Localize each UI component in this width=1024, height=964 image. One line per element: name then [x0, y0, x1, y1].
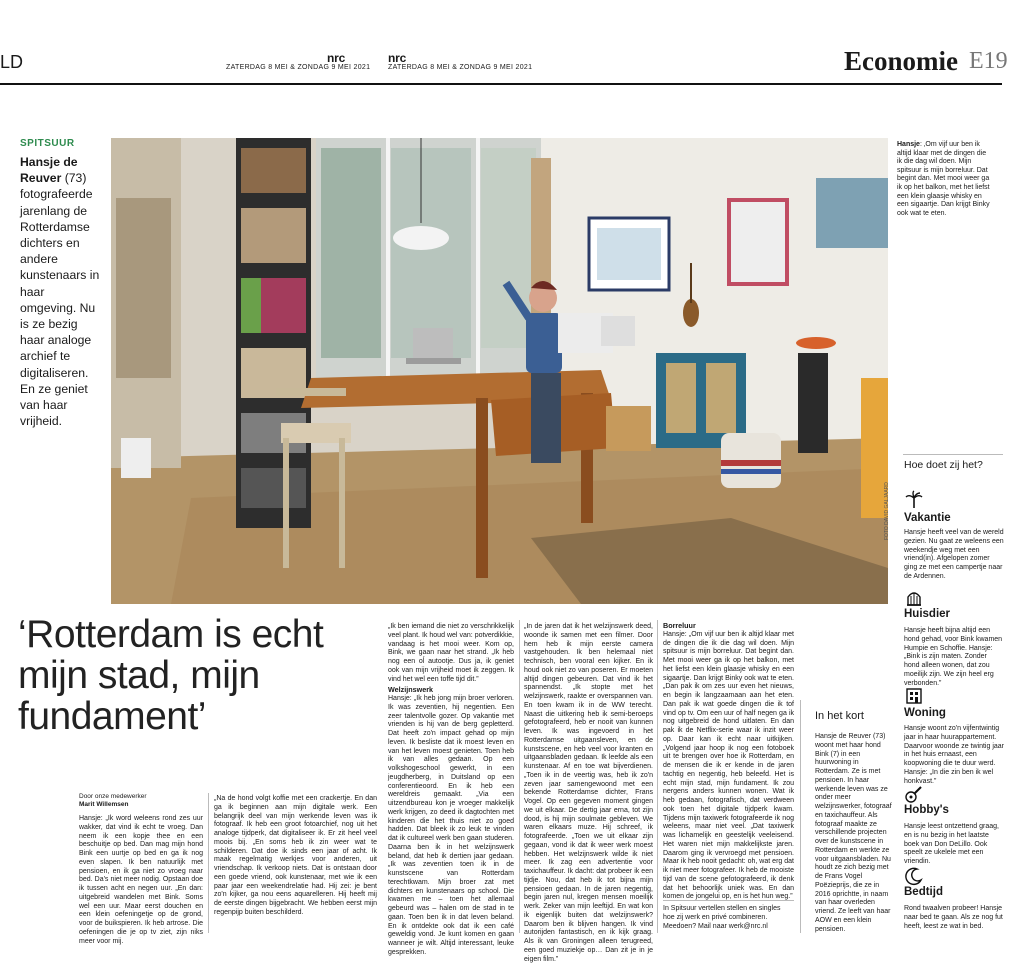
masthead-left: nrc [327, 51, 346, 65]
intro-age: (73) [61, 171, 87, 186]
sidebar-question: Hoe doet zij het? [904, 459, 983, 471]
column-1 [79, 815, 203, 945]
column-2-text: „Na de hond volgt koffie met een crackertje. En dan ga ik beginnen aan mijn digitale werk. Een belangrijk deel van mijn werkende leven was ik fotograaf. Ik heb een groot fotoarchief, nog uit het analoge tijdperk, dat digitaliseer ik. Er zit heel veel moois bij. „En soms heb ik zin weer wat te schilderen. Dat doe ik sinds een jaar of acht. Ik maak regelmatig werkjes voor anderen, uit vriendschap. Ik verkoop niets. Dat is ontstaan door een goede vriend, ook kunstenaar, met wie ik een paar jaar een weekendrelatie had. Hij zei: je bent zo'n kijker, ga nou eens aquarelleren. Hij heeft mij de eerste dingen bijgebracht. We hebben eerst mijn regenpijp buiten beschilderd. [214, 795, 377, 916]
sidebar-text-huisdier: Hansje heeft bijna altijd een hond gehad, voor Bink kwamen Humpie en Schoffie. Hansje: „Bink is zijn maten. Zonder hond alleen wonen, dat zou moeilijk zijn. We zijn heel erg verbonden.” [904, 627, 1003, 687]
footer-note [663, 905, 794, 935]
column-divider [657, 620, 658, 933]
sidebar-text-hobbys: Hansje leest ontzettend graag, en is nu bezig in het laatste boek van Don DeLillo. Ook speelt ze ukelele met een vriendin. [904, 823, 999, 865]
sidebar-title-vakantie: Vakantie [904, 512, 951, 524]
intro-text [20, 154, 100, 429]
column-divider [519, 620, 520, 933]
date-left: ZATERDAG 8 MEI & ZONDAG 9 MEI 2021 [226, 64, 371, 71]
palm-tree-icon [904, 490, 924, 510]
sidebar-title-bedtijd: Bedtijd [904, 886, 943, 898]
column-5 [663, 621, 794, 901]
ukulele-icon [904, 784, 924, 804]
caption-name: Hansje [897, 141, 920, 148]
kort-title: In het kort [815, 710, 864, 722]
column-5-text: Hansje: „Om vijf uur ben ik altijd klaar met de dingen die ik die dag wil doen. Mijn spitsuur is mijn borreluur. Dat begint dan. Met mooi weer ga ik op het balkon, met het liefst een klein glaasje whisky en een sigaartje. Dan krijgt Binky ook wat te eten. „Dan pak ik om zes uur even het nieuws, en begin ik langzaamaan aan het eten. Dan pak ik wat goede dingen die ik tof vind op tv. Om een uur of half negen ga ik nog uitgebreid de hond uitlaten. En dan pak ik de Netflix-serie waar ik inzit weer op. Daar kan ik echt naar uitkijken. „Volgend jaar hoop ik nog een fotoboek uit te brengen over hoe ik Rotterdam, en de mensen die ik er kende in de jaren tachtig en negentig, heb beleefd. Het is echt mijn stad, mijn fundament. Ik zou nergens anders kunnen wonen. Wat ik heb gedaan, fotografisch, dat verdween ook toen het digitale tijdperk kwam. Tijdens mijn taxiwerk fotografeerde ik nog weleens, maar niet veel. „Dat taxiwerk was lichamelijk en geestelijk veeleisend. Het waren niet mijn makkelijkste jaren. Daarom ging ik vervroegd met pensioen. Maar ik heb nooit gedacht: oh, wat erg dat ik niet meer fotografeer. Ik heb de mooiste tijd van de scene gefotografeerd, ik denk dat het behoorlijk uniek was. En dan komen de jongelui op, en is het hun weg.” [663, 630, 794, 901]
kicker: SPITSUUR [20, 138, 75, 149]
column-3-text-b: Hansje: „Ik heb jong mijn broer verloren. Ik was zeventien, hij negentien. Een zeer talentvolle gozer. Op vakantie met vrienden is hij van de berg gepletterd. Dat heeft zo'n impact gehad op mijn leven. Ik besliste dat ik moest leven en van het leven moest genieten. Toen heb ik van alles gedaan. Op een volkshogeschool gewerkt, in een jeugdherberg, in Duitsland op een conferentieoord. En ik heb een wereldreis gemaakt. „Via een uitzendbureau kon je vroeger makkelijk werk krijgen, zo deed ik dagtochten met kinderen die het thuis niet zo goed hadden. Dat bleek ik zo leuk te vinden dat ik cultureel werk ben gaan studeren. Daarna ben ik in het welzijnswerk beland, dat heb ik dertien jaar gedaan. „Ik was zeventien toen ik in de kunstscene van Rotterdam terechtkwam. Mijn broer zat met dichters en kunstenaars op school. Die kwamen me – toen het allemaal gebeurd was – halen om de stad in te gaan. Toen ben ik in dat leven beland. En ik ontdekte ook dat ik een café geweldig vond. Je kunt komen en gaan wanneer je wilt. Altijd interessant, leuke gesprekken. [388, 695, 514, 956]
caption-text: : ‚Om vijf uur ben ik altijd klaar met de dingen die ik die dag wil doen. Mijn spitsuur is mijn borreluur. Dat begint dan. Met mooi weer ga ik op het balkon, met het liefst een klein glaasje whisky en een sigaartje. Dan krijgt Binky ook wat te eten. [897, 141, 990, 217]
sidebar-text-vakantie: Hansje heeft veel van de wereld gezien. Nu gaat ze weleens een weekendje weg met een vriend(in). Afgelopen zomer ging ze met een campertje naar de Ardennen. [904, 529, 1004, 580]
footer-rule [663, 900, 794, 901]
column-divider [800, 700, 801, 933]
masthead-right: nrc [388, 51, 407, 65]
date-right: ZATERDAG 8 MEI & ZONDAG 9 MEI 2021 [388, 64, 533, 71]
subhead-welzijnswerk: Welzijnswerk [388, 685, 434, 695]
moon-icon [904, 866, 924, 886]
column-2 [214, 795, 377, 933]
page-number: E19 [969, 48, 1008, 74]
house-icon [904, 686, 924, 706]
sidebar-rule [903, 454, 1003, 455]
column-4 [524, 623, 653, 963]
sidebar-title-huisdier: Huisdier [904, 608, 951, 620]
headline: ‘Rotterdam is echt mijn stad, mijn fundament’ [18, 613, 324, 738]
column-divider [208, 793, 209, 933]
sidebar-text-woning: Hansje woont zo'n vijfentwintig jaar in haar huurappartement. Daarvoor woonde ze twintig jaar in het huis ernaast, een koopwoning die te duur werd. Hansje: „In die zin ben ik wel honkvast.” [904, 725, 1004, 785]
sidebar-text-bedtijd: Rond twaalven probeer! Hansje naar bed te gaan. Als ze nog fut heeft, leest ze wat in bed. [904, 905, 1003, 930]
section-title: Economie [844, 46, 958, 76]
byline-label: Door onze medewerker [79, 793, 147, 800]
photo-credit: FOTO DAVID GALJAARD [884, 482, 890, 540]
photo-caption [897, 141, 993, 218]
main-photo [111, 138, 888, 604]
column-1-text: Hansje: „Ik word weleens rond zes uur wakker, dat vind ik echt te vroeg. Dan neem ik een kopje thee en een beschuitje op bed. Dan mag mijn hond Bink een uurtje op bed en ga ik nog even slapen. Ik ben natuurlijk met pensioen, en ik ga niet zo vroeg naar bed. Da's niet meer nodig. Opstaan doe ik tussen acht en negen uur. „En dan: uitgebreid wandelen met Bink. Soms wel een uur. Maar eerst douchen en een klein oefeningetje op de grond, voor de buikspieren. Ik heb artrose. Die oefeningen die je op tv ziet, zijn niks meer voor mij. [79, 815, 203, 945]
footer-note-text: In Spitsuur vertellen stellen en singles hoe zij werk en privé combineren. Meedoen? Mail naar werk@nrc.nl [663, 905, 781, 930]
intro-body: fotografeerde jarenlang de Rotterdamse dichters en andere kunstenaars in haar omgeving. Nu is ze bezig haar analoge archief te digitaliseren. En ze geniet van haar vrijheid. [20, 187, 100, 429]
byline [79, 793, 147, 809]
sidebar-title-woning: Woning [904, 707, 946, 719]
byline-author: Marit Willemsen [79, 801, 129, 808]
kort-text: Hansje de Reuver (73) woont met haar hond Bink (7) in een huurwoning in Rotterdam. Ze is met pensioen. In haar werkende leven was ze onder meer welzijnswerker, fotograaf en taxichauffeur. Als fotograaf maakte ze verschillende projecten over de kunstscene in Rotterdam en werkte ze voor uitgaansbladen. Nu houdt ze zich bezig met de Frans Vogel Poëzieprijs, die ze in 2016 oprichtte, in naam van haar overleden vriend. Ze leeft van haar AOW en een klein pensioen. [815, 733, 892, 933]
column-4-text: „In de jaren dat ik het welzijnswerk deed, woonde ik samen met een filmer. Door hem heb ik mijn eerste camera vastgehouden. Ik ben helemaal niet technisch, ben vooral een kijker. En ik houd ook niet zo van poseren. Er moeten altijd dingen gebeuren. Dat vind ik het spannendst. „Ik stopte met het welzijnswerk, raakte er overspannen van. En toen kwam ik in de WW terecht. Naast die uitkering heb ik semi-beroeps gefotografeerd, heb er nooit van kunnen leven. Ik was ingevoerd in het Rotterdamse uitgaansleven, en de kunstscene, en heb veel voor kranten en uitgaansbladen gedaan. Ik leefde als een kunstenaar. Af en toe wat bijverdienen. „Toen ik in de veertig was, heb ik zo'n zeven jaar samengewoond met een bekende Rotterdamse dichter, Frans Vogel. Op een gegeven moment gingen we uit elkaar. De dertig jaar erna, tot zijn dood, is hij mijn soulmate gebleven. We waren elkaars muze. Hij schreef, ik fotografeerde. „Toen we uit elkaar zijn gegaan, vond ik dat ik weer werk moest hebben. Het welzijnswerk wilde ik niet meer. Ik zag een advertentie voor taxichauffeur. Ik dacht: dat probeer ik een tijdje. Nou, dat heb ik tot bijna mijn pensioen gedaan. In de jaren negentig, begin jaren nul, kregen mensen moeilijk werk. Zeker van mijn leeftijd. En wat kon ik eigenlijk buiten dat welzijnswerk? Daarom ben ik blijven hangen. Ik vind autorijden fantastisch, en ik kijk graag. Als ik van Groningen alleen terugreed, een goed muziekje op… Dan zit je in je eigen film.” [524, 623, 653, 963]
photo-illustration [111, 138, 888, 604]
sidebar-title-hobbys: Hobby's [904, 804, 949, 816]
column-3-text-a: „Ik ben iemand die niet zo verschrikkelijk veel plant. Ik houd wel van: potverdikkie, vandaag is het mooi weer. Kom op, Bink, we gaan naar het strand. „Ik heb nog een oĺ autootje. Dus ja, ik geniet ook van mijn vrijheid moet ik zeggen. Ik vind het wel een toffe tijd dit.” [388, 623, 514, 683]
column-3 [388, 623, 514, 956]
header-rule [0, 83, 1002, 85]
prev-page-fragment: LD [0, 52, 24, 72]
intro-name: Hansje de Reuver [20, 155, 78, 186]
subhead-borreluur: Borreluur [663, 621, 696, 630]
birdcage-icon [904, 588, 924, 608]
